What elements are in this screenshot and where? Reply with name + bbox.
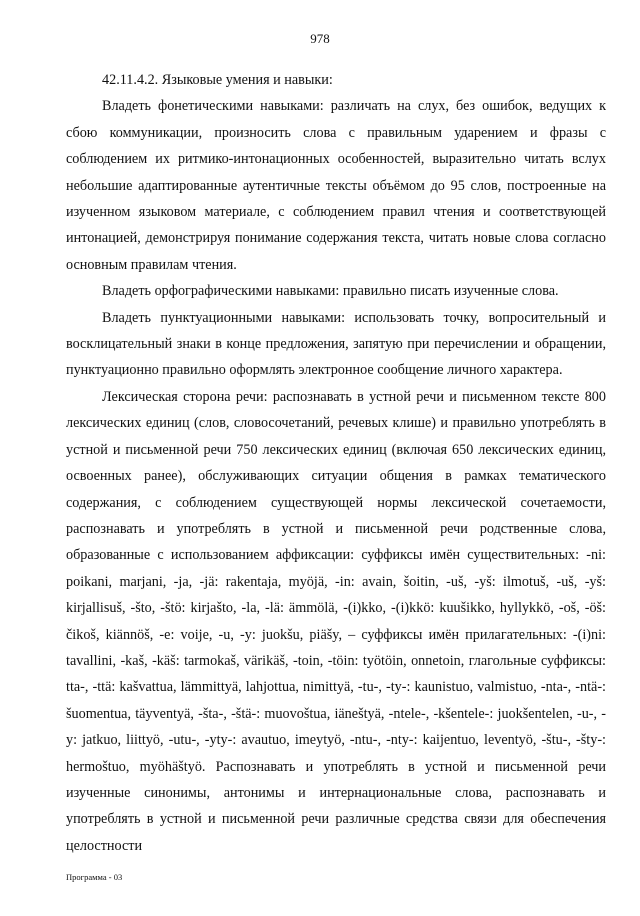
paragraph-phonetic-skills: Владеть фонетическими навыками: различать на слух, без ошибок, ведущих к сбою коммуникации, произносить слова с правильным ударением и фразы с соблюдением их ритмико-интонационных особенностей, выразительно читать вслух небольшие адаптированные аутентичные тексты объёмом до 95 слов, построенные на изученном языковом материале, с соблюдением правил чтения и соответствующей интонацией, демонстрируя понимание содержания текста, читать новые слова согласно основным правилам чтения. xyxy=(66,98,606,273)
document-body xyxy=(66,67,606,859)
section-heading: 42.11.4.2. Языковые умения и навыки: xyxy=(102,72,333,88)
page-number: 978 xyxy=(310,31,330,46)
paragraph-lexical-side: Лексическая сторона речи: распознавать в устной речи и письменном тексте 800 лексических единиц (слов, словосочетаний, речевых клише) и правильно употреблять в устной и письменной речи 750 лексических единиц (включая 650 лексических единиц, освоенных ранее), обслуживающих ситуации общения в рамках тематического содержания, с соблюдением существующей нормы лексической сочетаемости, распознавать и употреблять в устной и письменной речи родственные слова, образованные с использованием аффиксации: суффиксы имён существительных: -ni: poikani, marjani, -ja, -jä: rakentaja, myöjä, -in: avain, šoitin, -uš, -yš: ilmotuš, -uš, -yš: kirjallisuš, -što, -štö: kirjašto, -la, -lä: ämmölä, -(i)kko, -(i)kkö: kuušikko, hyllykkö, -oš, -öš: čikoš, kiännöš, -e: voije, -u, -y: juokšu, piäšy, – суффиксы имён прилагательных: -(i)ni: tavallini, -kaš, -käš: tarmokaš, värikäš, -toin, -töin: työtöin, onnetoin, глагольные суффиксы: tta-, -ttä: kašvattua, lämmittyä, lahjottua, nimittyä, -tu-, -ty-: kaunistuo, valmistuo, -nta-, -ntä-: šuomentua, täyventyä, -šta-, -štä-: muovoštua, iäneštyä, -ntele-, -kšentele-: juokšentelen, -u-, -y: jatkuo, liittyö, -utu-, -yty-: avautuo, imeytyö, -ntu-, -nty-: kaijentuo, leventyö, -štu-, -šty-: hermoštuo, myöhäštyö. Распознавать и употреблять в устной и письменной речи изученные синонимы, антонимы и интернациональные слова, распознавать и употреблять в устной и письменной речи различные средства связи для обеспечения целостности xyxy=(66,388,606,854)
footer-program-label: Программа - 03 xyxy=(66,872,123,882)
paragraph-orthographic-skills: Владеть орфографическими навыками: правильно писать изученные слова. xyxy=(102,283,559,300)
paragraph-punctuation-skills: Владеть пунктуационными навыками: использовать точку, вопросительный и восклицательный знаки в конце предложения, запятую при перечислении и обращении, пунктуационно правильно оформлять электронное сообщение личного характера. xyxy=(66,309,606,379)
